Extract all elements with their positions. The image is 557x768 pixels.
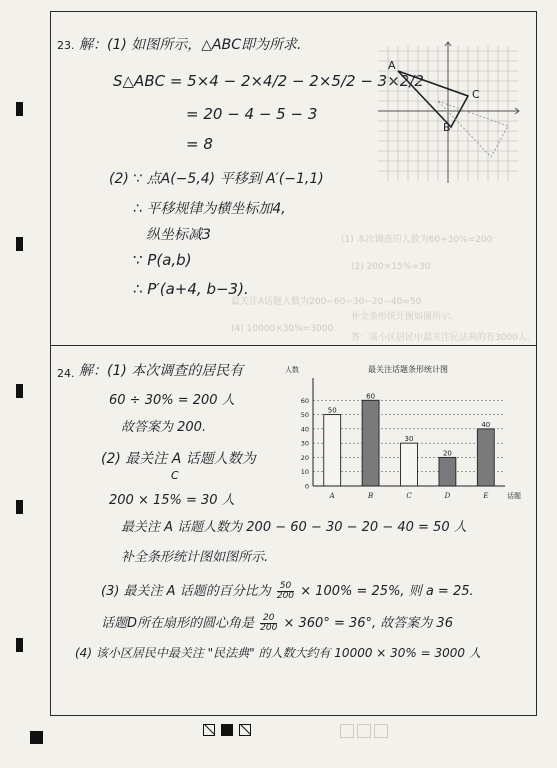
fraction	[260, 614, 277, 633]
bar-chart	[283, 358, 528, 508]
x-axis-label: 话题	[507, 492, 521, 500]
y-tick-label: 60	[300, 396, 309, 405]
bleed-text: 补全条形统计图如图所示.	[351, 312, 453, 322]
question-number: 24.	[57, 367, 75, 380]
category-label: C	[406, 492, 412, 500]
q24-line	[101, 614, 453, 633]
page-mark	[221, 724, 233, 736]
fraction-numerator: 20	[263, 613, 275, 623]
category-label: A	[329, 492, 335, 500]
q24-line: 解：(1) 本次调查的居民有	[79, 363, 244, 379]
section-divider	[51, 345, 536, 346]
y-tick-label: 30	[300, 439, 309, 448]
q24-line: 补全条形统计图如图所示.	[121, 550, 269, 565]
y-tick-label: 50	[300, 411, 309, 420]
q24-text: × 100% = 25%, 则 a = 25.	[300, 584, 474, 599]
corner-mark	[30, 731, 43, 744]
fraction	[277, 582, 294, 601]
coordinate-grid	[373, 36, 523, 186]
q24-line: 最关注 A 话题人数为 200 − 60 − 30 − 20 − 40 = 50 人	[121, 520, 467, 535]
q24-line: 60 ÷ 30% = 200 人	[109, 393, 235, 408]
q24-text: (3) 最关注 A 话题的百分比为	[101, 584, 271, 599]
y-tick-label: 40	[300, 425, 309, 434]
alignment-mark	[16, 237, 23, 251]
y-tick-label: 20	[300, 453, 309, 462]
q23-line: ∵ P(a,b)	[133, 251, 192, 269]
chart-title: 最关注话题条形统计图	[368, 365, 448, 374]
vertex-label-c: C	[472, 88, 480, 101]
answer-box	[50, 11, 537, 716]
page-mark	[239, 724, 251, 736]
faint-logo	[340, 724, 388, 738]
q23-line: ∴ 平移规律为横坐标加4,	[133, 201, 286, 217]
q24-line: 200 × 15% = 30 人	[109, 493, 235, 508]
alignment-mark	[16, 500, 23, 514]
q24-text: × 360° = 36°, 故答案为 36	[283, 616, 453, 631]
vertex-label-a: A	[388, 59, 396, 72]
q23-line: 解：(1) 如图所示，△ABC即为所求.	[79, 37, 302, 53]
alignment-mark	[16, 102, 23, 116]
q24-c-mark: C	[171, 469, 179, 482]
category-label: D	[444, 492, 451, 500]
alignment-mark	[16, 638, 23, 652]
page-marks	[203, 724, 251, 736]
bleed-text: 答：该小区居民中最关注民法典的有3000人.	[351, 333, 530, 343]
y-axis-label: 人数	[285, 366, 299, 374]
vertex-label-b: B	[443, 121, 451, 134]
triangle-abc	[398, 71, 468, 127]
q23-line: = 20 − 4 − 5 − 3	[186, 105, 318, 123]
y-tick-label: 0	[304, 482, 309, 491]
bar-B	[362, 400, 379, 486]
data-label: 30	[404, 435, 414, 444]
data-label: 50	[327, 406, 337, 415]
y-tick-label: 10	[300, 468, 309, 477]
fraction-numerator: 50	[279, 581, 292, 591]
page-mark	[203, 724, 215, 736]
data-label: 20	[442, 449, 452, 458]
fraction-denominator: 200	[260, 623, 278, 633]
q24-line: (4) 该小区居民中最关注 "民法典" 的人数大约有 10000 × 30% = 3000 人	[75, 646, 481, 660]
bar-E	[477, 429, 494, 486]
data-label: 60	[366, 392, 376, 401]
q23-line: S△ABC = 5×4 − 2×4/2 − 2×5/2 − 3×2/2	[113, 72, 424, 90]
data-label: 40	[481, 420, 491, 429]
bleed-text: (1) 本次调查的人数为60÷30%=200	[341, 235, 493, 245]
fraction-denominator: 200	[276, 591, 295, 601]
q23-line: = 8	[186, 135, 213, 153]
bar-C	[401, 443, 418, 486]
q24-line: (2) 最关注 A 话题人数为	[101, 451, 256, 467]
bleed-text: (4) 10000×30%=3000	[231, 324, 334, 334]
bar-D	[439, 457, 456, 486]
bleed-text: 最关注A话题人数为200−60−30−20−40=50	[231, 297, 422, 307]
q24-line	[101, 582, 474, 601]
category-label: B	[368, 492, 374, 500]
bar-A	[324, 415, 341, 486]
alignment-mark	[16, 384, 23, 398]
category-label: E	[483, 492, 489, 500]
q24-text: 话题D所在扇形的圆心角是	[101, 616, 255, 631]
q24-line: 故答案为 200.	[121, 420, 207, 435]
question-number: 23.	[57, 39, 75, 52]
bleed-text: (2) 200×15%=30	[351, 262, 431, 272]
q23-line: (2) ∵ 点A(−5,4) 平移到 A′(−1,1)	[109, 171, 324, 187]
q23-line: ∴ P′(a+4, b−3).	[133, 280, 249, 298]
q23-line: 纵坐标减3	[146, 227, 211, 243]
